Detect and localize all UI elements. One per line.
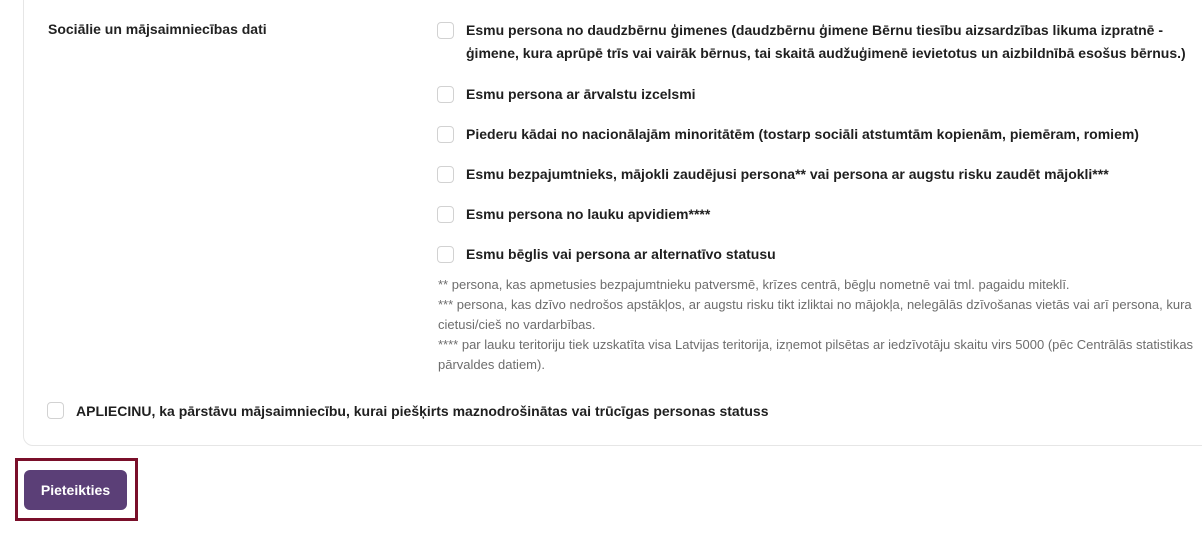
footnotes [438, 275, 1198, 375]
certify-label: APLIECINU, ka pārstāvu mājsaimniecību, kurai piešķirts maznodrošinātas vai trūcīgas personas statuss [76, 403, 769, 419]
option-rural[interactable] [437, 205, 1187, 226]
footnote: ** persona, kas apmetusies bezpajumtnieku patversmē, krīzes centrā, bēgļu nometnē vai tml. pagaidu miteklī. [438, 277, 1070, 292]
option-refugee[interactable] [437, 245, 1187, 266]
option-label: Esmu bēglis vai persona ar alternatīvo statusu [466, 246, 776, 262]
section-label: Sociālie un mājsaimniecības dati [48, 21, 267, 37]
checkbox-minority[interactable] [437, 126, 454, 143]
option-label: Esmu persona no lauku apvidiem**** [466, 206, 711, 222]
option-large-family[interactable] [437, 21, 1187, 65]
option-label: Esmu bezpajumtnieks, mājokli zaudējusi persona** vai persona ar augstu risku zaudēt mājokli*** [466, 166, 1109, 182]
footnote: **** par lauku teritoriju tiek uzskatīta visa Latvijas teritorija, izņemot pilsētas ar iedzīvotāju skaitu virs 5000 (pēc Centrālās statistikas pārvaldes datiem). [438, 337, 1194, 372]
option-minority[interactable] [437, 125, 1187, 146]
checkbox-certify[interactable] [47, 402, 64, 419]
option-foreign-origin[interactable] [437, 85, 1187, 106]
footnote: *** persona, kas dzīvo nedrošos apstākļos, ar augstu risku tikt izliktai no mājokļa, nelegālās dzīvošanas vietās vai arī persona, kura cietusi/cieš no vardarbības. [438, 297, 1192, 332]
checkbox-homeless[interactable] [437, 166, 454, 183]
submit-button[interactable]: Pieteikties [24, 470, 127, 510]
checkbox-rural[interactable] [437, 206, 454, 223]
certify-option[interactable] [47, 401, 768, 423]
option-homeless[interactable] [437, 165, 1187, 186]
option-label: Esmu persona no daudzbērnu ģimenes (daudzbērnu ģimene Bērnu tiesību aizsardzības likuma izpratnē - ģimene, kura aprūpē trīs vai vairāk bērnus, tai skaitā audžuģimenē ievietotus un aizbildnībā esošus bērnus.) [466, 22, 1186, 61]
checkbox-foreign-origin[interactable] [437, 86, 454, 103]
checkbox-refugee[interactable] [437, 246, 454, 263]
option-label: Esmu persona ar ārvalstu izcelsmi [466, 86, 696, 102]
option-label: Piederu kādai no nacionālajām minoritātēm (tostarp sociāli atstumtām kopienām, piemēram, romiem) [466, 126, 1139, 142]
checkbox-large-family[interactable] [437, 22, 454, 39]
